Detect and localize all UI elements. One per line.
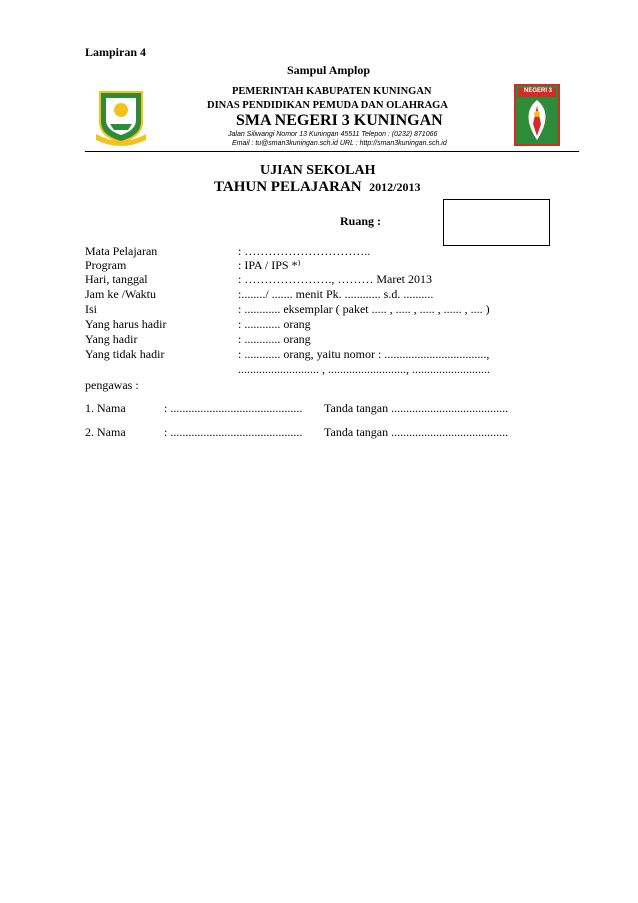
- field-label: Jam ke /Waktu: [85, 287, 157, 301]
- exam-title: UJIAN SEKOLAH: [260, 163, 376, 178]
- field-value: :......../ ....... menit Pk. ............ s.d. ..........: [238, 287, 434, 301]
- field-value: : IPA / IPS *⁾: [238, 258, 301, 272]
- field-value: : …………………………..: [238, 244, 371, 258]
- pengawas-name: : ............................................: [164, 425, 303, 439]
- pengawas-label: pengawas :: [85, 378, 139, 392]
- field-label: Yang harus hadir: [85, 317, 167, 331]
- ruang-box: [443, 199, 550, 246]
- school-address: Jalan Siliwangi Nomor 13 Kuningan 45511 Telepon : (0232) 871066: [228, 131, 438, 138]
- field-value: : ............ eksemplar ( paket ..... , ..... , ..... , ...... , .... ): [238, 302, 490, 316]
- field-label: Hari, tanggal: [85, 272, 148, 286]
- field-value: : ............ orang: [238, 317, 311, 331]
- year-value: 2012/2013: [369, 180, 421, 194]
- field-label: Yang hadir: [85, 332, 138, 346]
- ruang-label: Ruang :: [340, 214, 382, 228]
- field-value: : ............ orang, yaitu nomor : ..................................,: [238, 347, 490, 361]
- school-logo: [514, 84, 560, 146]
- absent-numbers-line: ........................... , .........................., ..........................: [238, 362, 490, 376]
- school-contact: Email : tu@sman3kuningan.sch.id URL : http://sman3kuningan.sch.id: [232, 140, 447, 147]
- pengawas-no: 2. Nama: [85, 425, 126, 439]
- field-label: Yang tidak hadir: [85, 347, 165, 361]
- lampiran-label: Lampiran 4: [85, 45, 147, 59]
- pengawas-signature: Tanda tangan .......................................: [324, 401, 509, 415]
- regency-crest-icon: [92, 88, 150, 146]
- pengawas-signature: Tanda tangan .......................................: [324, 425, 509, 439]
- field-label: Mata Pelajaran: [85, 244, 158, 258]
- sampul-title: Sampul Amplop: [287, 63, 371, 77]
- field-value: : …………………., ……… Maret 2013: [238, 272, 432, 286]
- year-label-text: TAHUN PELAJARAN: [214, 179, 362, 195]
- pengawas-name: : ............................................: [164, 401, 303, 415]
- header-line2: DINAS PENDIDIKAN PEMUDA DAN OLAHRAGA: [207, 100, 448, 111]
- school-logo-text: NEGERI 3: [524, 88, 553, 94]
- school-name: SMA NEGERI 3 KUNINGAN: [236, 112, 443, 129]
- field-label: Program: [85, 258, 127, 272]
- header-line1: PEMERINTAH KABUPATEN KUNINGAN: [232, 86, 432, 97]
- field-label: Isi: [85, 302, 97, 316]
- kuningan-regency-logo: [92, 88, 150, 146]
- year-label: [214, 179, 421, 196]
- pengawas-no: 1. Nama: [85, 401, 126, 415]
- field-value: : ............ orang: [238, 332, 311, 346]
- header-divider: [85, 151, 579, 152]
